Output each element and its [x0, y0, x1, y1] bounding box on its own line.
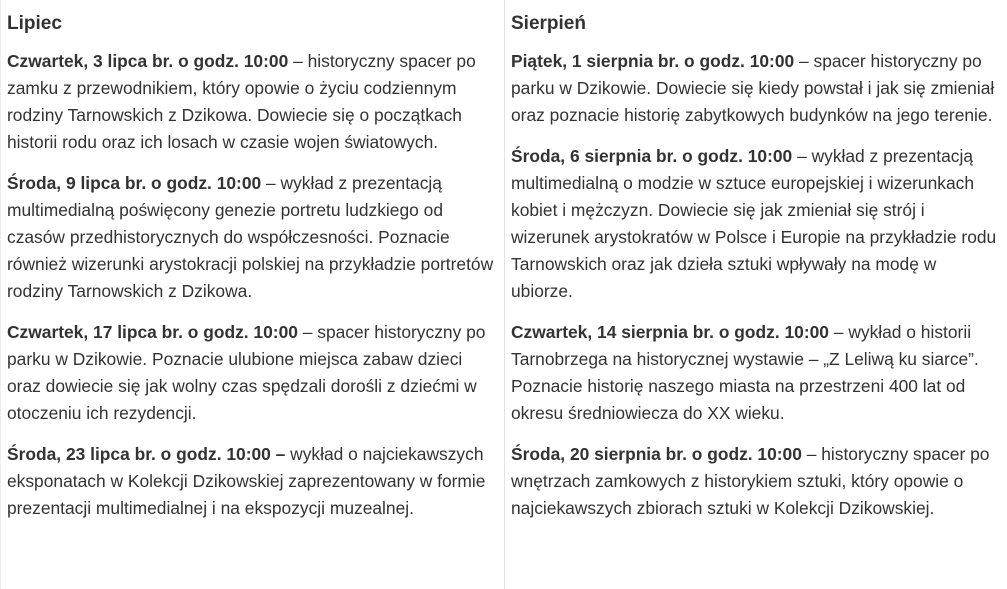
- event-date: Czwartek, 17 lipca br. o godz. 10:00: [7, 322, 298, 342]
- event-description: – wykład o historii Tarnobrzega na historycznej wystawie – „Z Leliwą ku siarce”. Poznacie historię naszego miasta na przestrzeni 400 lat od okresu średniowiecza do XX wieku.: [511, 322, 979, 423]
- event-date: Środa, 23 lipca br. o godz. 10:00 –: [7, 444, 286, 464]
- event-description: – spacer historyczny po parku w Dzikowie. Dowiecie się kiedy powstał i jak się zmieniał oraz poznacie historię zabytkowych budynków na jego terenie.: [511, 51, 995, 125]
- event-date: Czwartek, 14 sierpnia br. o godz. 10:00: [511, 322, 829, 342]
- event-description: – historyczny spacer po wnętrzach zamkowych z historykiem sztuki, który opowie o najciekawszych zbiorach sztuki w Kolekcji Dzikowskiej.: [511, 444, 990, 518]
- event-description: – spacer historyczny po parku w Dzikowie. Poznacie ulubione miejsca zabaw dzieci oraz dowiecie się jak wolny czas spędzali dorośli z dziećmi w otoczeniu ich rezydencji.: [7, 322, 486, 423]
- event-date: Piątek, 1 sierpnia br. o godz. 10:00: [511, 51, 795, 71]
- event-description: – wykład z prezentacją multimedialną poświęcony genezie portretu ludzkiego od czasów przedhistorycznych do współczesności. Poznacie również wizerunki arystokracji polskiej na przykładzie portretów rodziny Tarnowskich z Dzikowa.: [7, 173, 494, 301]
- event-item: [511, 441, 1001, 522]
- event-description: – historyczny spacer po zamku z przewodnikiem, który opowie o życiu codziennym rodziny Tarnowskich z Dzikowa. Dowiecie się o początkach historii rodu oraz ich losach w czasie wojen światowych.: [7, 51, 476, 152]
- month-heading: Sierpień: [511, 13, 586, 34]
- event-item: [511, 48, 1001, 129]
- column-sierpien: [504, 0, 1007, 589]
- month-heading: Lipiec: [7, 13, 62, 34]
- event-description: – wykład z prezentacją multimedialną o modzie w sztuce europejskiej i wizerunkach kobiet i mężczyzn. Dowiecie się jak zmieniał się strój i wizerunek arystokratów w Polsce i Europie na przykładzie rodu Tarnowskich oraz jak dzieła sztuki wpływały na modę w ubiorze.: [511, 146, 997, 301]
- event-date: Środa, 9 lipca br. o godz. 10:00: [7, 173, 262, 193]
- event-item: [7, 170, 498, 305]
- event-description: wykład o najciekawszych eksponatach w Kolekcji Dzikowskiej zaprezentowany w formie prezentacji multimedialnej i na ekspozycji muzealnej.: [7, 444, 486, 518]
- event-item: [7, 48, 498, 156]
- event-item: [7, 441, 498, 522]
- event-item: [511, 319, 1001, 427]
- event-date: Czwartek, 3 lipca br. o godz. 10:00: [7, 51, 289, 71]
- event-item: [511, 143, 1001, 305]
- event-date: Środa, 6 sierpnia br. o godz. 10:00: [511, 146, 793, 166]
- event-date: Środa, 20 sierpnia br. o godz. 10:00: [511, 444, 802, 464]
- event-item: [7, 319, 498, 427]
